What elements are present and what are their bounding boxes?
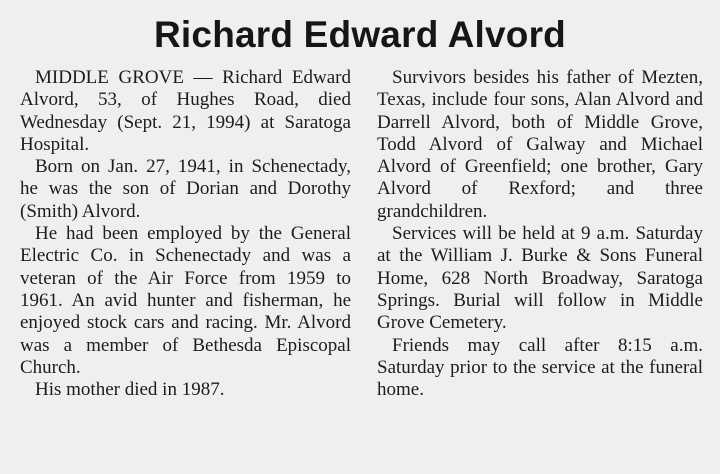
obituary-headline: Richard Edward Alvord xyxy=(154,14,566,55)
paragraph-career: He had been employed by the General Electric Co. in Schenectady and was a veteran of the Air Force from 1959 to 1961. An avid hunter and fisherman, he enjoyed stock cars and racing. Mr. Alvord was a member of Bethesda Episcopal Church. xyxy=(20,223,351,378)
paragraph-visitation: Friends may call after 8:15 a.m. Saturday prior to the service at the funeral home. xyxy=(377,334,703,401)
paragraph-survivors: Survivors besides his father of Mezten, Texas, include four sons, Alan Alvord and Darrell Alvord, both of Middle Grove, Todd Alvord of Galway and Michael Alvord of Greenfield; one brother, Gary Alvord of Rexford; and three grandchildren. xyxy=(377,67,703,222)
left-column xyxy=(20,67,351,401)
paragraph-birth: Born on Jan. 27, 1941, in Schenectady, he was the son of Dorian and Dorothy (Smith) Alvord. xyxy=(20,156,351,222)
paragraph-mother: His mother died in 1987. xyxy=(35,379,225,401)
paragraph-services: Services will be held at 9 a.m. Saturday at the William J. Burke & Sons Funeral Home, 628 North Broadway, Saratoga Springs. Burial will follow in Middle Grove Cemetery. xyxy=(377,223,703,334)
paragraph-announcement: MIDDLE GROVE — Richard Edward Alvord, 53, of Hughes Road, died Wednesday (Sept. 21, 1994) at Saratoga Hospital. xyxy=(20,67,351,155)
right-column xyxy=(377,67,703,401)
